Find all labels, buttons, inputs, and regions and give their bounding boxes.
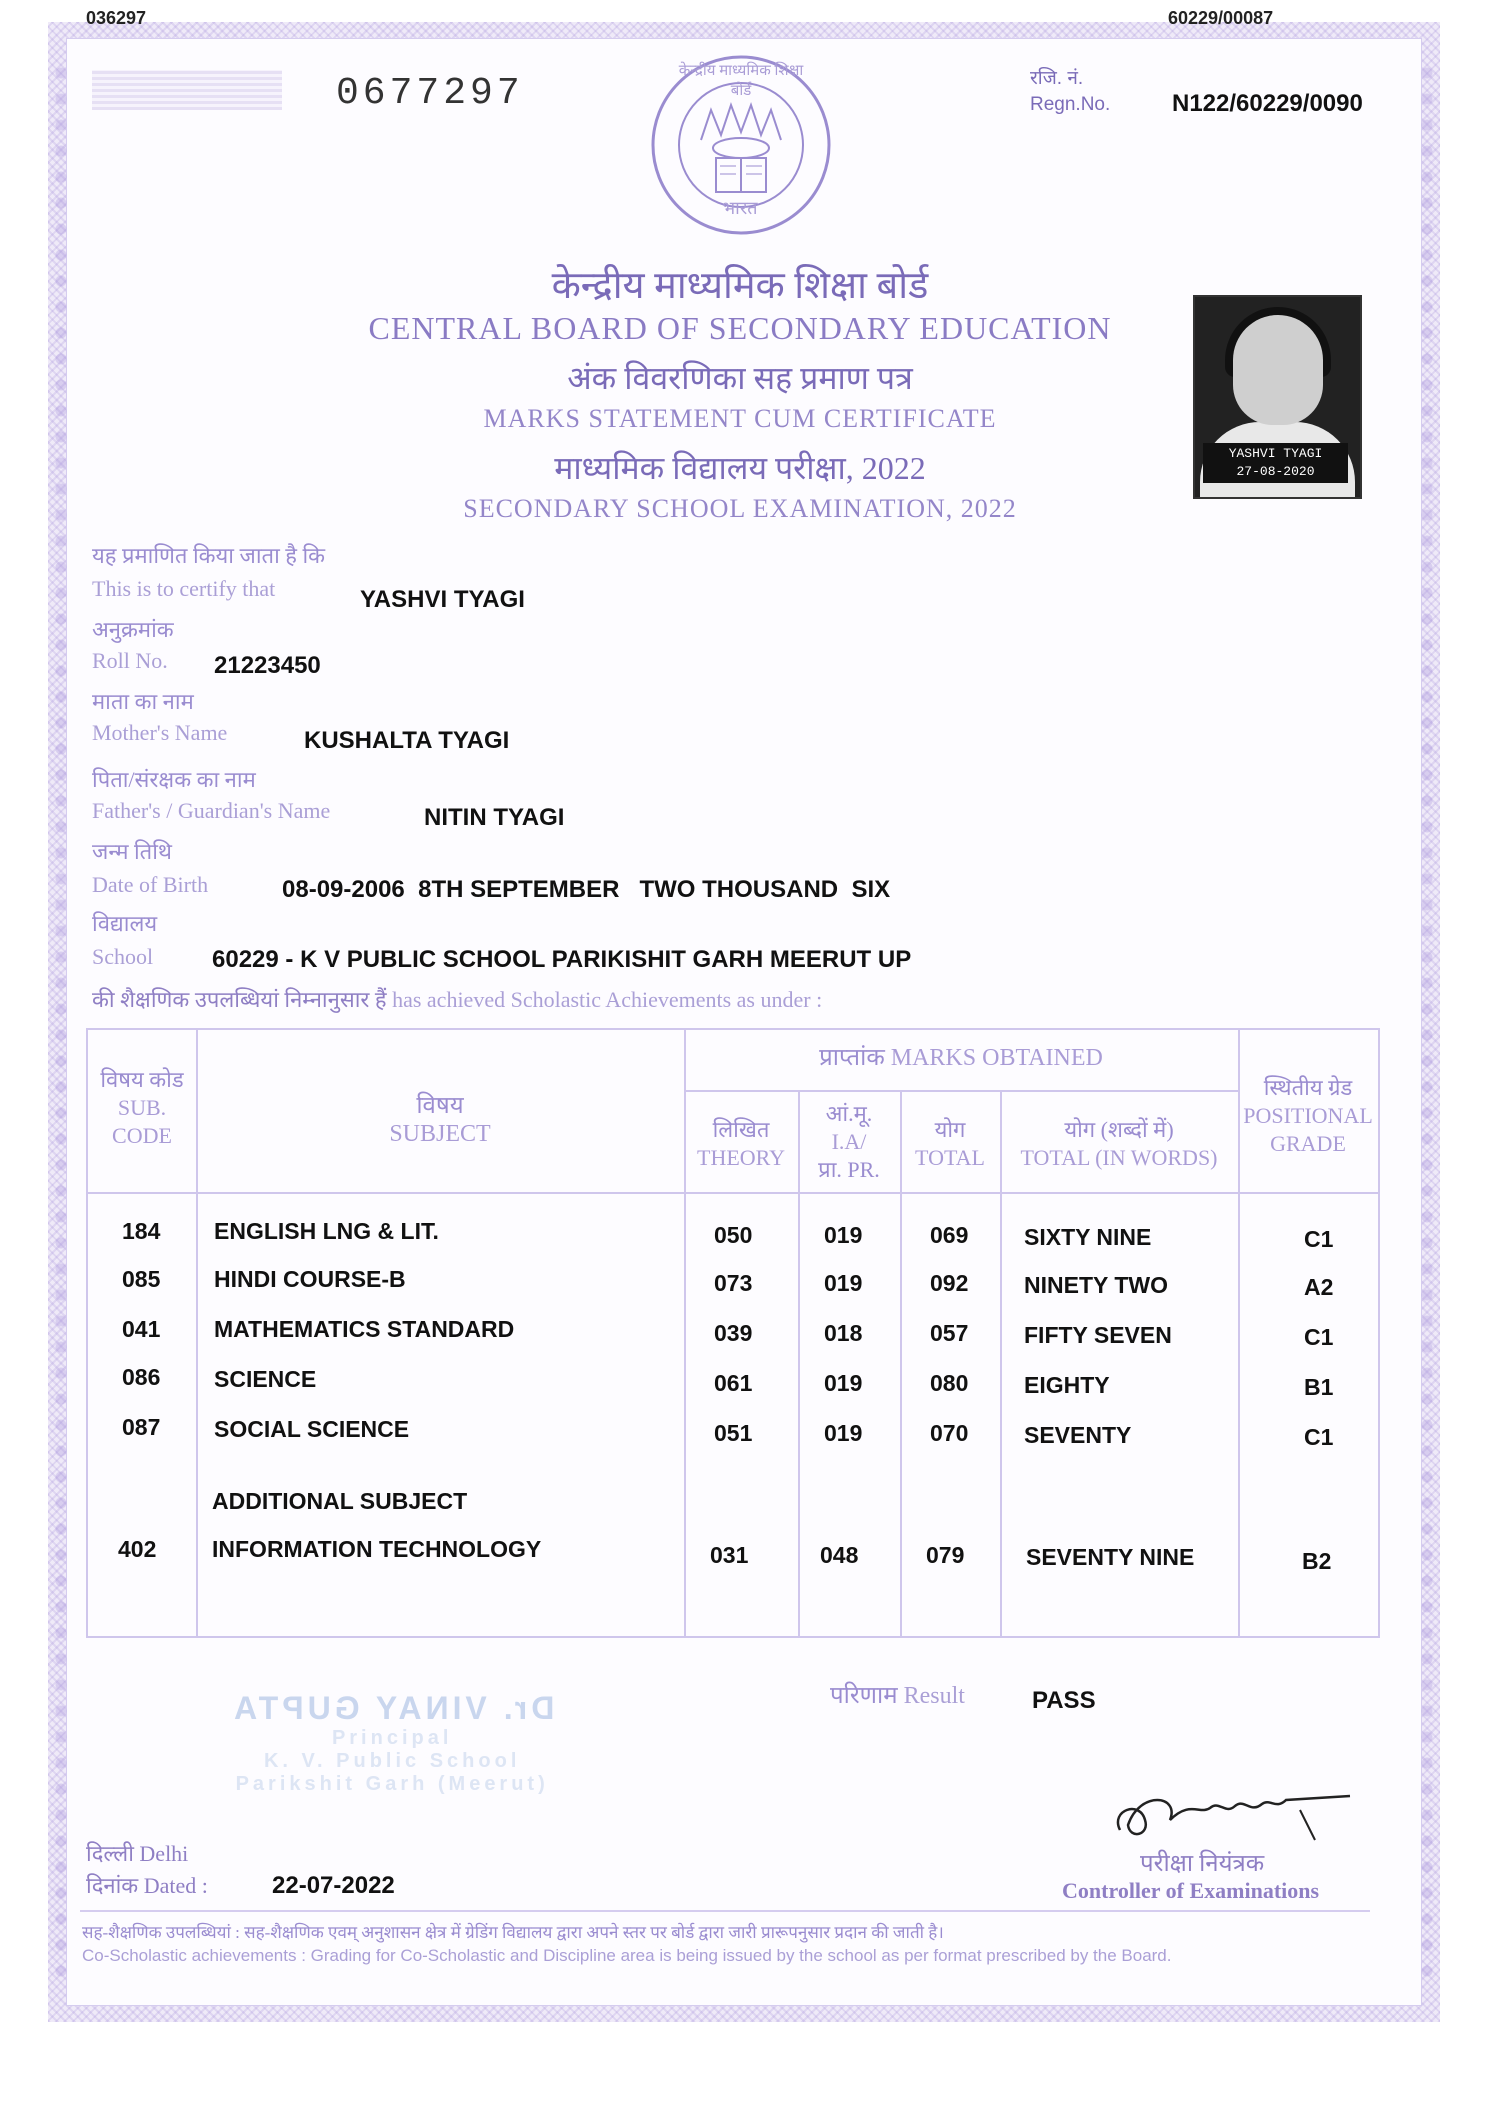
school-label-hi: विद्यालय xyxy=(92,911,158,936)
dob-label-hi: जन्म तिथि xyxy=(92,839,172,864)
document-title-english: MARKS STATEMENT CUM CERTIFICATE xyxy=(483,404,997,433)
board-name-hindi: केन्द्रीय माध्यमिक शिक्षा बोर्ड xyxy=(551,265,929,307)
issue-date: 22-07-2022 xyxy=(272,1872,395,1899)
additional-subject-label: ADDITIONAL SUBJECT xyxy=(212,1488,468,1514)
header-sub-code: विषय कोड SUB. CODE xyxy=(100,1067,184,1148)
header-total: योग TOTAL xyxy=(915,1117,985,1170)
achievement-line xyxy=(92,984,822,1014)
certify-label-en: This is to certify that xyxy=(92,576,276,601)
regn-number: N122/60229/0090 xyxy=(1172,90,1363,117)
footer-note-english: Co-Scholastic achievements : Grading for Co-Scholastic and Discipline area is being issued by the school as per format prescribed by the Board. xyxy=(82,1946,1172,1965)
controller-title-hi: परीक्षा नियंत्रक xyxy=(1140,1851,1265,1877)
father-label-hi: पिता/संरक्षक का नाम xyxy=(92,767,256,792)
header-subject: विषय SUBJECT xyxy=(389,1093,491,1147)
student-name: YASHVI TYAGI xyxy=(360,586,525,613)
controller-title-en: Controller of Examinations xyxy=(1062,1878,1320,1903)
mother-name: KUSHALTA TYAGI xyxy=(304,727,510,754)
principal-stamp: Dr. VINAY GUPTA Principal K. V. Public School Parikshit Garh (Meerut) xyxy=(230,1690,555,1795)
date-of-birth: 08-09-2006 8TH SEPTEMBER TWO THOUSAND SIX xyxy=(282,876,891,903)
result-value: PASS xyxy=(1032,1687,1096,1714)
school-name: 60229 - K V PUBLIC SCHOOL PARIKISHIT GARH MEERUT UP xyxy=(212,946,912,973)
security-pattern xyxy=(92,70,282,110)
header-marks-obtained: प्राप्तांक MARKS OBTAINED xyxy=(819,1045,1103,1071)
place: दिल्ली Delhi xyxy=(86,1841,189,1866)
exam-title-hindi: माध्यमिक विद्यालय परीक्षा, 2022 xyxy=(554,450,926,486)
marks-table: विषय कोड SUB. CODE विषय SUBJECT प्राप्तांक MARKS OBTAINED लिखित THEORY आं.मू. I.A/ प्रा. PR. योग TOTAL योग (शब्दों में) TOTAL (IN WORDS) स्थितीय ग्रेड POSITIONAL GRADE 184 ENGLISH LNG & LIT. 050 019 069 SIXTY NINE C1 085 HINDI COURSE-B 073 019 092 NINETY TWO A2 041 MATHEMATICS STANDARD 039 018 057 FIFTY SEVEN C1 086 SCIENCE 061 019 080 EIGHTY B1 087 SOCIAL SCIENCE 051 019 070 SEVENTY C1 ADDITIONAL SUBJECT 402 INFORMATION TECHNOLOGY 031 048 079 SEVENTY NINE B2 xyxy=(86,1028,1380,1638)
school-label-en: School xyxy=(92,944,154,969)
board-name-english: CENTRAL BOARD OF SECONDARY EDUCATION xyxy=(368,310,1112,346)
father-name: NITIN TYAGI xyxy=(424,804,565,831)
left-border-pattern xyxy=(48,60,74,1990)
dob-label-en: Date of Birth xyxy=(92,872,209,897)
emblem-top-text: केन्द्रीय माध्यमिक शिक्षा बोर्ड xyxy=(678,63,804,99)
photo-caption-date: 27-08-2020 xyxy=(1236,464,1315,479)
mother-label-hi: माता का नाम xyxy=(92,689,194,714)
dated-label: दिनांक Dated : xyxy=(86,1873,208,1898)
student-photo xyxy=(1193,295,1362,499)
document-title-hindi: अंक विवरणिका सह प्रमाण पत्र xyxy=(567,360,913,396)
footer-note-hindi: सह-शैक्षणिक उपलब्धियां : सह-शैक्षणिक एवम् अनुशासन क्षेत्र में ग्रेडिंग विद्यालय द्वारा अपने स्तर पर बोर्ड द्वारा जारी प्रारूपनुसार प्रदान की जाती है। xyxy=(82,1923,944,1942)
achieved-text-hi: की शैक्षणिक उपलब्धियां निम्नानुसार हैं xyxy=(92,987,387,1012)
achieved-text-en: has achieved Scholastic Achievements as under : xyxy=(392,987,823,1012)
controller-signature xyxy=(1100,1770,1360,1850)
top-right-number: 60229/00087 xyxy=(1168,8,1274,28)
regn-label-hi: रजि. नं. xyxy=(1030,68,1084,89)
result-label: परिणाम Result xyxy=(830,1683,965,1709)
header-ia-practical: आं.मू. I.A/ प्रा. PR. xyxy=(818,1101,880,1182)
header-total-in-words: योग (शब्दों में) TOTAL (IN WORDS) xyxy=(1020,1117,1218,1170)
right-border-pattern xyxy=(1414,60,1440,1990)
roll-label-hi: अनुक्रमांक xyxy=(92,617,174,642)
roll-number: 21223450 xyxy=(214,652,321,679)
roll-label-en: Roll No. xyxy=(92,648,168,673)
father-label-en: Father's / Guardian's Name xyxy=(92,798,331,823)
top-left-number: 036297 xyxy=(86,8,147,28)
header-positional-grade: स्थितीय ग्रेड POSITIONAL GRADE xyxy=(1243,1075,1373,1156)
serial-number: 0677297 xyxy=(336,72,524,115)
emblem-bottom-text: भारत xyxy=(722,198,758,218)
regn-label-en: Regn.No. xyxy=(1030,94,1111,115)
footer-divider xyxy=(80,1910,1370,1912)
mother-label-en: Mother's Name xyxy=(92,720,228,745)
certify-label-hi: यह प्रमाणित किया जाता है कि xyxy=(92,543,326,568)
header-theory: लिखित THEORY xyxy=(697,1117,785,1170)
exam-title-english: SECONDARY SCHOOL EXAMINATION, 2022 xyxy=(463,494,1017,523)
photo-caption-name: YASHVI TYAGI xyxy=(1228,446,1323,461)
